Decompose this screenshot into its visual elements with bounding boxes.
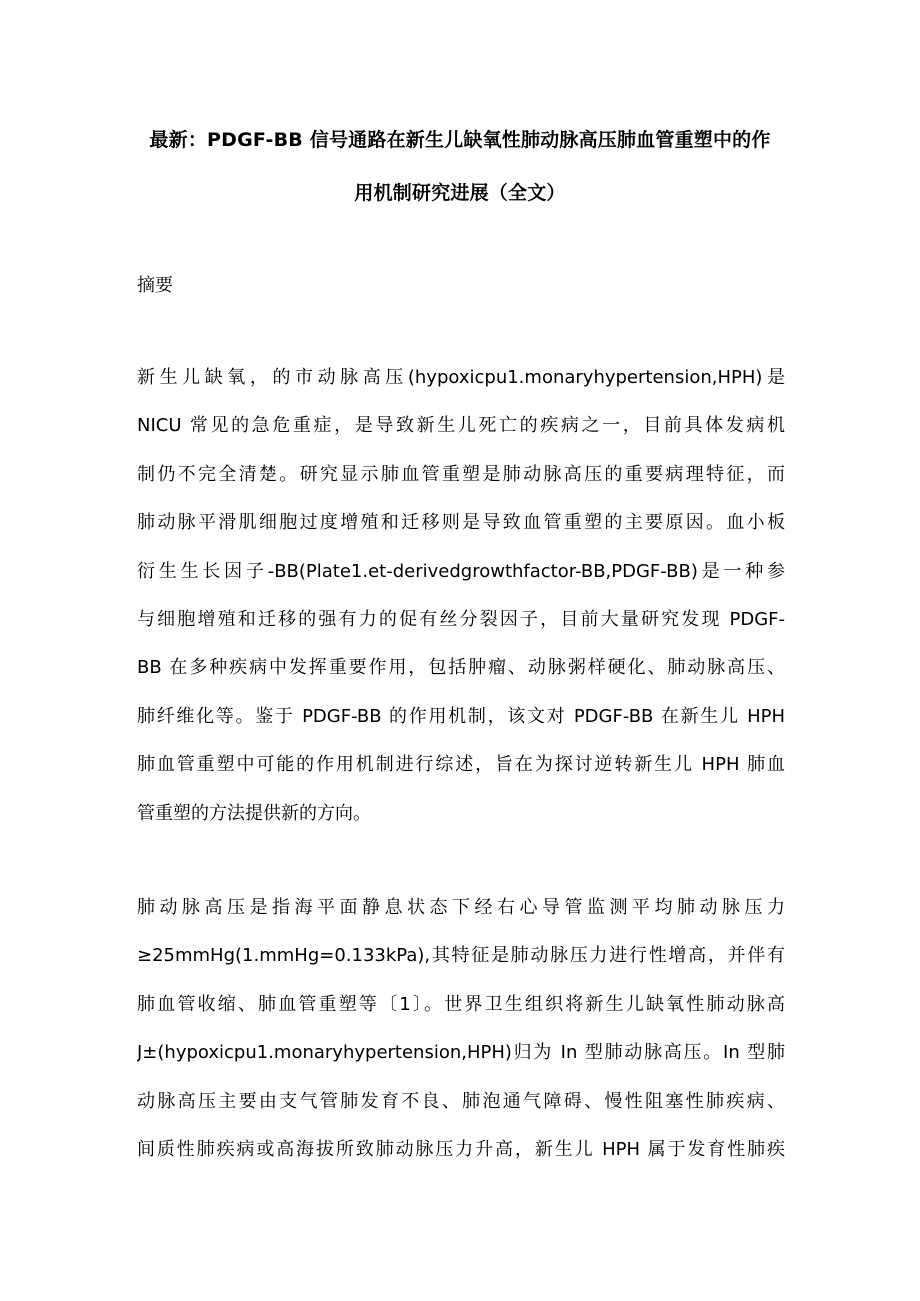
paragraph-line: 肺血管收缩、肺血管重塑等〔1〕。世界卫生组织将新生儿缺氧性肺动脉高 xyxy=(137,993,785,1015)
paragraph-line: 动脉高压主要由支气管肺发育不良、肺泡通气障碍、慢性阻塞性肺疾病、 xyxy=(137,1090,785,1112)
paragraph-line: 与细胞增殖和迁移的强有力的促有丝分裂因子，目前大量研究发现 PDGF- xyxy=(137,608,785,630)
document-title-line-2: 用机制研究进展（全文） xyxy=(354,182,566,204)
paragraph-line: 肺血管重塑中可能的作用机制进行综述，旨在为探讨逆转新生儿 HPH 肺血 xyxy=(137,754,785,776)
paragraph-1 xyxy=(137,354,785,838)
paragraph-line: J±(hypoxicpu1.monaryhypertension,HPH)归为 In 型肺动脉高压。In 型肺 xyxy=(137,1042,785,1064)
paragraph-line: 制仍不完全清楚。研究显示肺血管重塑是肺动脉高压的重要病理特征，而 xyxy=(137,463,785,485)
paragraph-line: 间质性肺疾病或高海拔所致肺动脉压力升高，新生儿 HPH 属于发育性肺疾 xyxy=(137,1138,785,1160)
document-title-line-1: 最新：PDGF-BB 信号通路在新生儿缺氧性肺动脉高压肺血管重塑中的作 xyxy=(149,129,771,151)
paragraph-line: BB 在多种疾病中发挥重要作用，包括肿瘤、动脉粥样硬化、肺动脉高压、 xyxy=(137,657,785,679)
paragraph-line: 肺动脉高压是指海平面静息状态下经右心导管监测平均肺动脉压力 xyxy=(137,897,785,918)
paragraph-line: 衍生生长因子-BB(Plate1.et-derivedgrowthfactor-BB,PDGF-BB)是一种参 xyxy=(137,560,785,582)
abstract-heading: 摘要 xyxy=(137,275,173,296)
paragraph-line: 肺动脉平滑肌细胞过度增殖和迁移则是导致血管重塑的主要原因。血小板 xyxy=(137,512,785,534)
paragraph-line: 管重塑的方法提供新的方向。 xyxy=(137,802,371,824)
paragraph-line: 新生儿缺氧，的市动脉高压(hypoxicpu1.monaryhypertension,HPH)是 xyxy=(137,367,785,388)
paragraph-2 xyxy=(137,884,785,1174)
paragraph-line: NICU 常见的急危重症，是导致新生儿死亡的疾病之一，目前具体发病机 xyxy=(137,415,785,437)
paragraph-line: ≥25mmHg(1.mmHg=0.133kPa),其特征是肺动脉压力进行性增高，并伴有 xyxy=(137,945,785,967)
paragraph-line: 肺纤维化等。鉴于 PDGF-BB 的作用机制，该文对 PDGF-BB 在新生儿 HPH xyxy=(137,705,785,727)
